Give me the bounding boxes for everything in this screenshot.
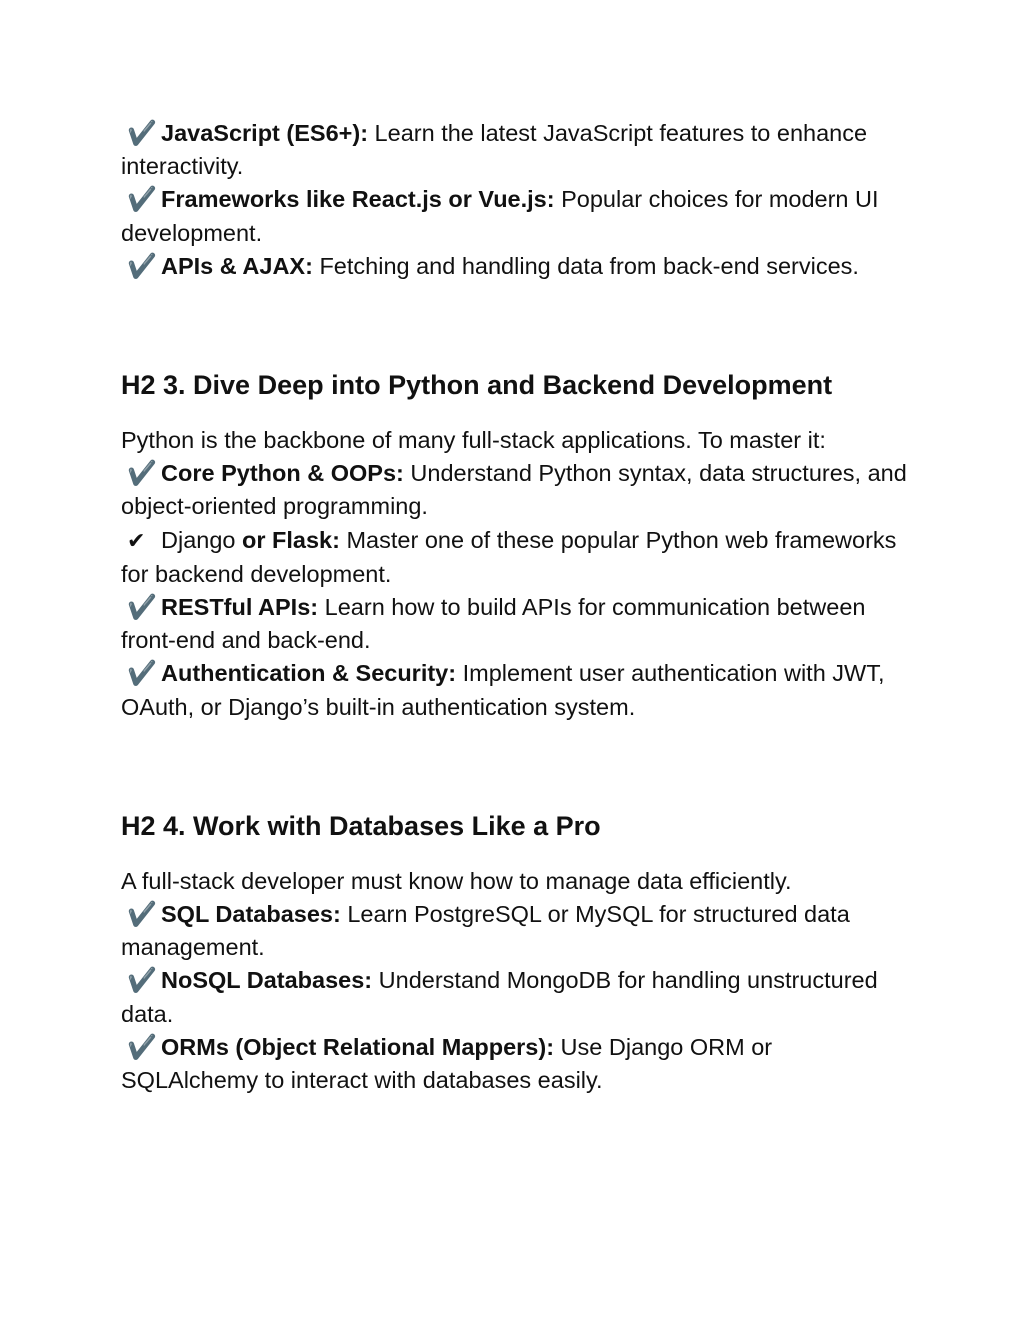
section-spacer: [121, 283, 911, 368]
checkmark-icon: ✔️: [127, 251, 157, 280]
section-heading-databases: H2 4. Work with Databases Like a Pro: [121, 810, 601, 841]
item-label: Core Python & OOPs:: [161, 460, 404, 487]
checkmark-icon: ✔️: [127, 459, 157, 488]
checkmark-icon: ✔️: [127, 1032, 157, 1061]
list-item-javascript: [121, 117, 911, 183]
section-intro: Python is the backbone of many full-stack applications. To master it:: [121, 427, 826, 454]
list-item-restful-apis: [121, 591, 911, 657]
item-text: Implement user authentication with JWT, OAuth, or Django’s built-in authentication system.: [121, 660, 885, 720]
item-text: Learn the latest JavaScript features to enhance interactivity.: [121, 120, 868, 180]
checkmark-icon: ✔️: [127, 593, 157, 622]
item-label: or Flask:: [242, 526, 340, 553]
item-text: Understand Python syntax, data structures, and object-oriented programming.: [121, 460, 907, 520]
list-item-authentication: [121, 657, 911, 723]
item-label: JavaScript (ES6+):: [161, 120, 369, 146]
list-item-orms: [121, 1031, 911, 1097]
list-item-nosql-databases: [121, 964, 911, 1030]
list-item-core-python: [121, 457, 911, 523]
checkmark-icon: ✔️: [127, 900, 157, 929]
item-label: RESTful APIs:: [161, 594, 319, 621]
checkmark-icon: ✔️: [127, 659, 157, 688]
item-label: Authentication & Security:: [161, 660, 457, 687]
section-spacer: [121, 724, 911, 809]
item-text: Learn how to build APIs for communication between front-end and back-end.: [121, 594, 866, 654]
item-label: ORMs (Object Relational Mappers):: [161, 1033, 555, 1060]
item-text: Use Django ORM or SQLAlchemy to interact with databases easily.: [121, 1033, 773, 1094]
item-prefix: Django: [161, 526, 242, 553]
item-text: Learn PostgreSQL or MySQL for structured data management.: [121, 901, 850, 961]
document-page: [121, 117, 911, 1097]
list-item-sql-databases: [121, 898, 911, 964]
item-label: SQL Databases:: [161, 901, 341, 928]
checkmark-icon: ✔️: [127, 966, 157, 995]
section-intro: A full-stack developer must know how to manage data efficiently.: [121, 867, 792, 894]
item-text: Master one of these popular Python web frameworks for backend development.: [121, 526, 897, 587]
item-text: Popular choices for modern UI development.: [121, 186, 879, 246]
list-item-django-flask: [121, 524, 911, 591]
item-label: APIs & AJAX:: [161, 252, 313, 279]
item-text: Understand MongoDB for handling unstructured data.: [121, 967, 878, 1027]
list-item-frameworks: [121, 183, 911, 249]
item-label: Frameworks like React.js or Vue.js:: [161, 186, 555, 213]
checkmark-icon: ✔️: [127, 119, 157, 147]
section-heading-python: H2 3. Dive Deep into Python and Backend Development: [121, 370, 833, 401]
checkmark-icon: ✔: [127, 528, 146, 554]
list-item-apis-ajax: [121, 250, 911, 283]
checkmark-icon: ✔️: [127, 185, 157, 214]
item-label: NoSQL Databases:: [161, 967, 373, 994]
item-text: Fetching and handling data from back-end services.: [312, 252, 859, 279]
